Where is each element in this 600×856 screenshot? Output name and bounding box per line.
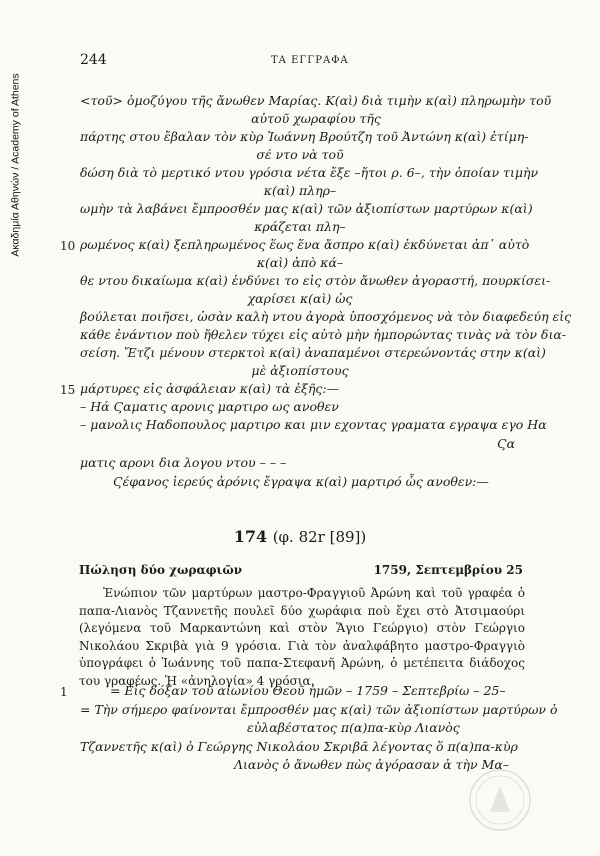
text-line: ωμὴν τὰ λαβάνει ἔμπροσθέν μας κ(αὶ) τῶν ἀξιοπίστων μαρτύρων κ(αὶ) (80, 201, 533, 216)
text-line: <τοῦ> ὁμοζύγου τῆς ἄνωθεν Μαρίας. Κ(αὶ) διὰ τιμὴν κ(αὶ) πληρωμὴν τοῦ (80, 93, 552, 108)
text-line: Ϛέφανος ἱερεύς ἀρόνις ἔγραψα κ(αὶ) μαρτιρό ὧς ανοθεν:— (113, 474, 489, 489)
text-line: ρωμένος κ(αὶ) ξεπληρωμένος ἕως ἕνα ἄσπρο κ(αὶ) ἐκδύνεται ἀπ᾽ αὐτὸ (80, 237, 530, 252)
line-number: 1 (60, 685, 68, 699)
text-line: Τζαννετῆς κ(αὶ) ὁ Γεώργης Νικολάου Σκριβᾶ λέγοντας ὅ π(α)πα-κὺρ (80, 739, 518, 754)
document-summary: Ἐνώπιον τῶν μαρτύρων μαστρο-Φραγγιοῦ Ἀρώνη καὶ τοῦ γραφέα ὁ παπα-Λιανὸς Τζαννετῆς πουλεῖ δύο χωράφια ποὺ ἔχει στὸ Ἀτσιμαούρι (λεγόμενα τοῦ Μαρκαντώνη καὶ στὸν Ἅγιο Γεώργιο) στὸν Γεώργιο Νικολάου Σκριβὰ γιὰ 9 γρόσια. Γιὰ τὸν ἀναλφάβητο μαστρο-Φραγγιὸ ὑπογράφει ὁ Ἰωάννης τοῦ παπα-Στεφανῆ Ἀρώνη, ὁ μετέπειτα διάδοχος του γραφέως. Ἡ «ἀνηλογία» 4 γρόσια. (79, 586, 525, 688)
text-line: – Ηά Ϛαματις αρονις μαρτιρο ως ανοθεν (80, 399, 339, 414)
text-line: = Τὴν σήμερο φαίνονται ἔμπροσθέν μας κ(αὶ) τῶν ἀξιοπίστων μαρτύρων ὁ (80, 702, 558, 717)
document-title (0, 527, 600, 546)
text-line: θε ντου δικαίωμα κ(αὶ) ἐνδύνει το εἰς στὸν ἄνωθεν ἀγοραστή, πουρκίσει- (80, 273, 551, 288)
text-line: κάθε ἐνάντιον ποὺ ἤθελεν τύχει εἰς αὐτὸ μὴν ἠμπορώντας τινὰς νὰ τὸν δια- (80, 327, 567, 342)
text-line: ματις αρονι δια λογου ντου – – – (80, 455, 287, 470)
text-line: κ(αὶ) πληρ– (263, 183, 337, 198)
text-line: Λιανὸς ὁ ἄνωθεν πὼς ἀγόρασαν ἀ τὴν Μα– (234, 757, 510, 772)
line-number: 15 (60, 383, 76, 397)
text-line: = Εἰς δόξαν τοῦ αἰωνίου Θεοῦ ἡμῶν – 1759 – Σεπτεβρίω – 25– (110, 683, 506, 698)
text-line: σείση. Ἔτζι μένουν στερκτοὶ κ(αὶ) ἀναπαμένοι στερεώνοντάς στην κ(αὶ) (80, 345, 546, 360)
text-line: βούλεται ποιῆσει, ὡσὰν καλὴ ντου ἀγορὰ ὑποσχόμενος νὰ τὸν διαφεδεύη εἰς (80, 309, 572, 324)
text-line: εὐλαβέστατος π(α)πα-κὺρ Λιανὸς (247, 720, 460, 735)
document-topic: Πώληση δύο χωραφιῶν (79, 563, 243, 577)
watermark-text: Ακαδημία Αθηνών / Academy of Athens (10, 73, 22, 257)
text-line: κράζεται πλη– (254, 219, 346, 234)
document-number: 174 (233, 527, 268, 546)
page-number: 244 (80, 52, 107, 68)
side-watermark (5, 0, 27, 330)
text-line: χαρίσει κ(αὶ) ὡς (247, 291, 353, 306)
folio-reference: (φ. 82r [89]) (272, 528, 367, 546)
document-date: 1759, Σεπτεμβρίου 25 (373, 563, 523, 577)
text-line: δώση διὰ τὸ μερτικό ντου γρόσια νέτα ἔξε –ἤτοι ρ. 6–, τὴν ὁποίαν τιμὴν (80, 165, 539, 180)
text-line: μάρτυρες εἰς ἀσφάλειαν κ(αὶ) τὰ ἐξῆς:— (80, 381, 340, 396)
academy-seal-watermark (420, 760, 580, 840)
text-line: κ(αὶ) ἀπὸ κά– (256, 255, 344, 270)
text-line: αὐτοῦ χωραφίου τῆς (251, 111, 381, 126)
text-line: πάρτης στου ἔβαλαν τὸν κὺρ Ἰωάννη Βρούτζη τοῦ Ἀντώνη κ(αὶ) ἐτίμη- (80, 129, 529, 144)
text-line: Ϛα (497, 436, 516, 451)
text-line: μὲ ἀξιοπίστους (251, 363, 349, 378)
text-line: σέ ντο νὰ τοῦ (256, 147, 344, 162)
text-line: – μανολις Ηαδοπουλος μαρτιρο και μιν εχοντας γραματα εγραψα εγο Ηα (80, 417, 547, 432)
line-number: 10 (60, 239, 76, 253)
running-head: ΤΑ ΕΓΓΡΑΦΑ (271, 55, 349, 66)
